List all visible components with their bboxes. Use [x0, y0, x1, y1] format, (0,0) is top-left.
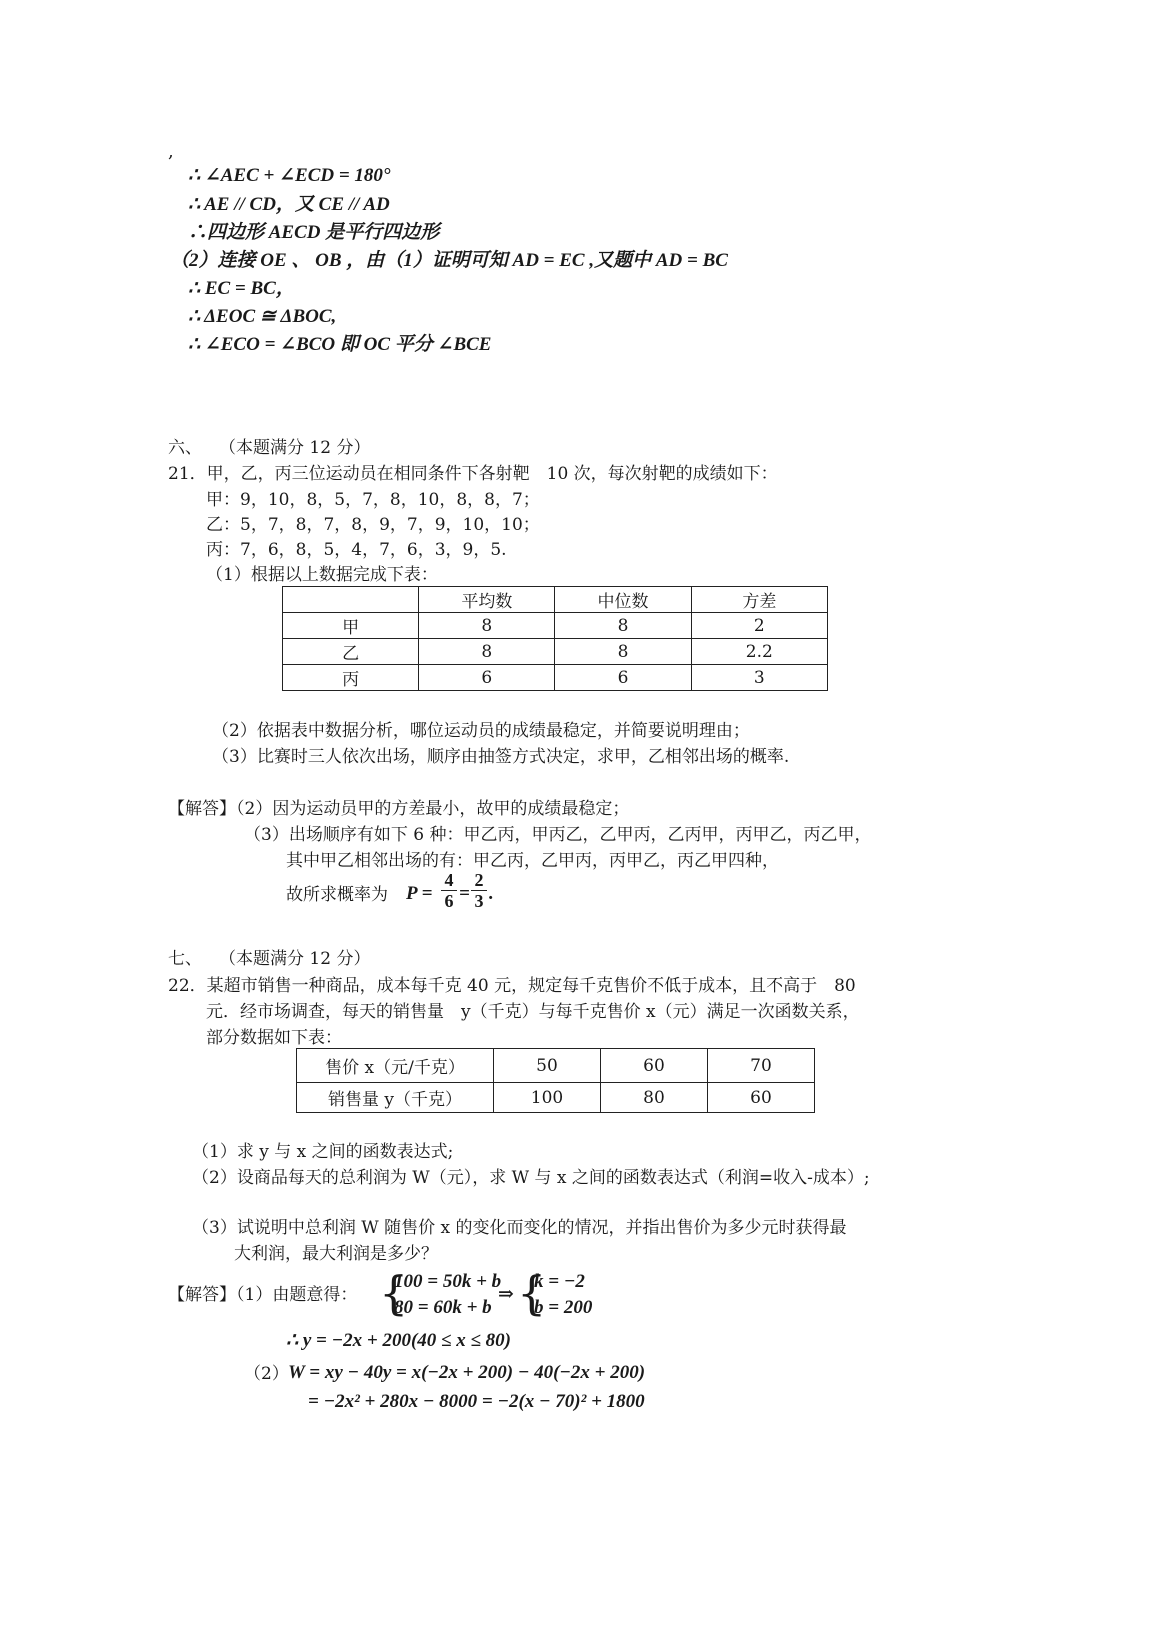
- price-cell: 60: [601, 1049, 708, 1083]
- proof-line-1: ∴ ∠AEC + ∠ECD = 180°: [188, 165, 391, 186]
- sub-question-22-3a: （3）试说明中总利润 W 随售价 x 的变化而变化的情况，并指出售价为多少元时获得最: [192, 1218, 847, 1238]
- sales-cell: 销售量 y（千克）: [297, 1083, 494, 1113]
- system-1-eq-1: 100 = 50k + b: [394, 1271, 502, 1292]
- table-row: [283, 613, 828, 639]
- fraction-numerator: 2: [474, 870, 484, 890]
- stats-cell: 甲: [283, 613, 419, 639]
- table-row: [283, 665, 828, 691]
- table-row: [283, 639, 828, 665]
- scores-bing: 丙：7，6，8，5，4，7，6，3，9，5.: [206, 540, 507, 560]
- sub-question-2: （2）依据表中数据分析，哪位运动员的成绩最稳定，并简要说明理由；: [212, 721, 750, 741]
- probability-label: P =: [406, 883, 433, 904]
- proof-line-6: ∴ ΔEOC ≅ ΔBOC,: [188, 306, 337, 327]
- sub-question-3: （3）比赛时三人依次出场，顺序由抽签方式决定，求甲，乙相邻出场的概率.: [212, 747, 790, 767]
- stats-header-blank: [283, 587, 419, 613]
- answer-22-label: 【解答】（1）由题意得：: [168, 1285, 358, 1305]
- system-2-eq-2: b = 200: [534, 1297, 593, 1318]
- stats-cell: 2.2: [691, 639, 827, 665]
- section-6-title: 六、 （本题满分 12 分）: [168, 438, 371, 458]
- equation-w-expanded: = −2x² + 280x − 8000 = −2(x − 70)² + 1800: [308, 1391, 645, 1412]
- question-22-line-3: 部分数据如下表：: [206, 1028, 342, 1048]
- section-7-title: 七、 （本题满分 12 分）: [168, 949, 371, 969]
- proof-line-3: ∴四边形 AECD 是平行四边形: [188, 222, 440, 243]
- answer-21-line-1: 【解答】（2）因为运动员甲的方差最小，故甲的成绩最稳定；: [168, 799, 630, 819]
- stats-header-variance: 方差: [691, 587, 827, 613]
- left-brace-2: {: [517, 1266, 547, 1320]
- question-22-line-1: 22．某超市销售一种商品，成本每千克 40 元，规定每千克售价不低于成本，且不高于 80: [168, 976, 856, 996]
- stats-cell: 丙: [283, 665, 419, 691]
- stats-cell: 6: [419, 665, 555, 691]
- implies-arrow: ⇒: [498, 1284, 514, 1305]
- sub-question-22-2: （2）设商品每天的总利润为 W（元），求 W 与 x 之间的函数表达式（利润=收入-成本）;: [192, 1168, 870, 1188]
- stats-table: [282, 586, 828, 691]
- question-22-line-2: 元．经市场调查，每天的销售量 y（千克）与每千克售价 x（元）满足一次函数关系，: [206, 1002, 860, 1022]
- top-mark: ,: [168, 141, 174, 162]
- sub-question-22-1: （1）求 y 与 x 之间的函数表达式;: [192, 1142, 454, 1162]
- price-sales-table: [296, 1048, 815, 1113]
- sales-cell: 100: [494, 1083, 601, 1113]
- fraction-4-6: [441, 870, 457, 911]
- scores-yi: 乙：5，7，8，7，8，9，7，9，10，10；: [206, 515, 540, 535]
- answer-21-line-3: 其中甲乙相邻出场的有：甲乙丙，乙甲丙，丙甲乙，丙乙甲四种，: [286, 851, 779, 871]
- answer-21-line-4: 故所求概率为: [286, 885, 388, 905]
- answer-21-line-2: （3）出场顺序有如下 6 种：甲乙丙，甲丙乙，乙甲丙，乙丙甲，丙甲乙，丙乙甲，: [244, 825, 872, 845]
- system-1-eq-2: 80 = 60k + b: [394, 1297, 492, 1318]
- price-cell: 50: [494, 1049, 601, 1083]
- table-row: [297, 1083, 815, 1113]
- stats-cell: 3: [691, 665, 827, 691]
- equation-y: ∴ y = −2x + 200(40 ≤ x ≤ 80): [286, 1330, 511, 1351]
- left-brace-1: {: [379, 1266, 409, 1320]
- fraction-numerator: 4: [444, 870, 454, 890]
- sub-question-22-3b: 大利润，最大利润是多少？: [234, 1244, 438, 1264]
- scores-jia: 甲：9，10，8，5，7，8，10，8，8，7；: [206, 490, 540, 510]
- proof-line-4: （2）连接 OE 、 OB ，由（1）证明可知 AD = EC ,又题中 AD = BC: [170, 250, 728, 271]
- price-cell: 售价 x（元/千克）: [297, 1049, 494, 1083]
- stats-cell: 2: [691, 613, 827, 639]
- stats-cell: 8: [555, 639, 691, 665]
- fraction-2-3: [471, 870, 487, 911]
- fraction-denominator: 6: [444, 891, 454, 911]
- proof-line-7: ∴ ∠ECO = ∠BCO 即 OC 平分 ∠BCE: [188, 334, 492, 355]
- stats-cell: 8: [419, 613, 555, 639]
- proof-line-5: ∴ EC = BC，: [188, 278, 295, 299]
- sales-cell: 60: [708, 1083, 815, 1113]
- price-cell: 70: [708, 1049, 815, 1083]
- stats-header-median: 中位数: [555, 587, 691, 613]
- answer-22-2-label: （2）: [244, 1364, 289, 1384]
- question-21: 21．甲，乙，丙三位运动员在相同条件下各射靶 10 次，每次射靶的成绩如下：: [168, 464, 778, 484]
- equation-w: W = xy − 40y = x(−2x + 200) − 40(−2x + 200): [288, 1362, 646, 1383]
- system-2-eq-1: k = −2: [534, 1271, 585, 1292]
- stats-cell: 6: [555, 665, 691, 691]
- table-row: [297, 1049, 815, 1083]
- stats-cell: 乙: [283, 639, 419, 665]
- stats-cell: 8: [419, 639, 555, 665]
- stats-header-mean: 平均数: [419, 587, 555, 613]
- equals-sign: =: [459, 883, 470, 904]
- fraction-denominator: 3: [474, 891, 484, 911]
- period: .: [489, 883, 494, 904]
- sales-cell: 80: [601, 1083, 708, 1113]
- proof-line-2: ∴ AE // CD，又 CE // AD: [188, 194, 390, 215]
- stats-cell: 8: [555, 613, 691, 639]
- sub-question-1: （1）根据以上数据完成下表：: [206, 565, 438, 585]
